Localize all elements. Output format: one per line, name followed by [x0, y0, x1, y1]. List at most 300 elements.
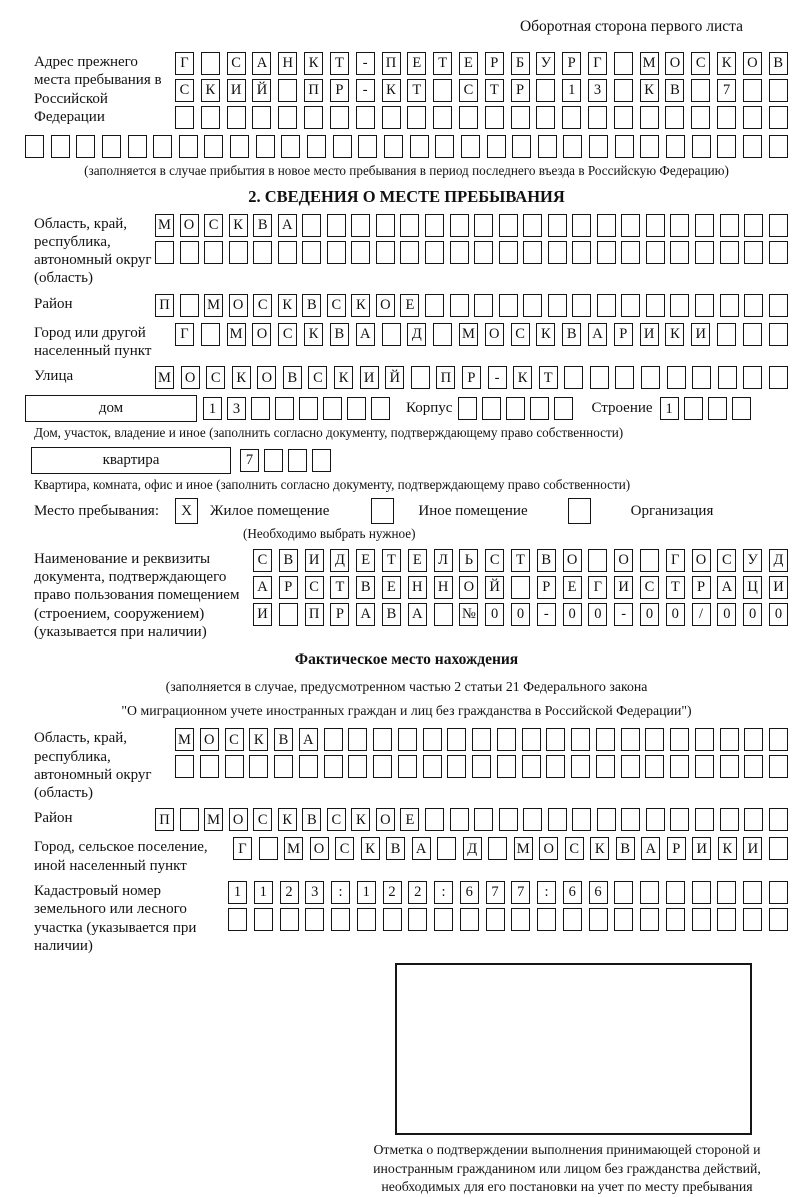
char-cell[interactable] [670, 808, 689, 831]
char-cell[interactable]: В [302, 808, 321, 831]
dwelling-checkbox[interactable]: X [175, 498, 198, 524]
char-cell[interactable] [718, 366, 737, 389]
char-cell[interactable] [744, 294, 763, 317]
char-cell[interactable] [400, 241, 419, 264]
other-premises-checkbox[interactable] [371, 498, 394, 524]
char-cell[interactable]: Д [407, 323, 426, 346]
char-cell[interactable]: Н [408, 576, 427, 599]
char-cell[interactable] [572, 241, 591, 264]
char-cell[interactable] [666, 908, 685, 931]
char-cell[interactable] [425, 241, 444, 264]
char-cell[interactable] [482, 397, 501, 420]
char-cell[interactable] [511, 908, 530, 931]
char-cell[interactable] [200, 755, 219, 778]
char-cell[interactable] [589, 908, 608, 931]
char-cell[interactable]: М [155, 214, 174, 237]
char-cell[interactable] [227, 106, 246, 129]
char-cell[interactable] [331, 908, 350, 931]
char-cell[interactable]: В [253, 214, 272, 237]
char-cell[interactable] [450, 808, 469, 831]
char-cell[interactable] [684, 397, 703, 420]
char-cell[interactable] [371, 397, 390, 420]
char-cell[interactable] [691, 106, 710, 129]
char-cell[interactable]: А [252, 52, 271, 75]
char-cell[interactable]: В [665, 79, 684, 102]
char-cell[interactable]: Д [769, 549, 788, 572]
char-cell[interactable]: С [253, 294, 272, 317]
char-cell[interactable] [384, 135, 403, 158]
char-cell[interactable] [458, 397, 477, 420]
char-cell[interactable] [323, 397, 342, 420]
char-cell[interactable] [563, 135, 582, 158]
char-cell[interactable]: П [155, 808, 174, 831]
char-cell[interactable]: П [436, 366, 455, 389]
char-cell[interactable] [769, 808, 788, 831]
char-cell[interactable]: Р [330, 603, 349, 626]
char-cell[interactable] [615, 366, 634, 389]
char-cell[interactable]: Г [588, 576, 607, 599]
char-cell[interactable] [180, 241, 199, 264]
char-cell[interactable] [228, 908, 247, 931]
char-cell[interactable]: Е [382, 576, 401, 599]
char-cell[interactable] [548, 294, 567, 317]
char-cell[interactable] [597, 294, 616, 317]
char-cell[interactable] [670, 241, 689, 264]
char-cell[interactable] [572, 808, 591, 831]
char-cell[interactable]: О [252, 323, 271, 346]
char-cell[interactable] [410, 135, 429, 158]
char-cell[interactable] [423, 755, 442, 778]
char-cell[interactable] [251, 397, 270, 420]
char-cell[interactable]: Г [175, 323, 194, 346]
char-cell[interactable] [571, 728, 590, 751]
char-cell[interactable] [695, 728, 714, 751]
char-cell[interactable]: Р [562, 52, 581, 75]
char-cell[interactable] [382, 323, 401, 346]
char-cell[interactable] [563, 908, 582, 931]
char-cell[interactable] [564, 366, 583, 389]
char-cell[interactable] [373, 728, 392, 751]
char-cell[interactable]: С [691, 52, 710, 75]
char-cell[interactable] [769, 908, 788, 931]
char-cell[interactable] [425, 808, 444, 831]
char-cell[interactable]: 0 [485, 603, 504, 626]
char-cell[interactable] [324, 755, 343, 778]
char-cell[interactable] [769, 79, 788, 102]
char-cell[interactable] [175, 106, 194, 129]
char-cell[interactable] [450, 241, 469, 264]
char-cell[interactable]: 7 [240, 449, 259, 472]
char-cell[interactable]: О [376, 294, 395, 317]
char-cell[interactable]: И [253, 603, 272, 626]
char-cell[interactable]: С [327, 808, 346, 831]
char-cell[interactable]: С [511, 323, 530, 346]
char-cell[interactable]: К [334, 366, 353, 389]
char-cell[interactable] [743, 323, 762, 346]
char-cell[interactable]: С [485, 549, 504, 572]
char-cell[interactable] [666, 135, 685, 158]
char-cell[interactable] [497, 728, 516, 751]
char-cell[interactable] [259, 837, 278, 860]
char-cell[interactable] [670, 728, 689, 751]
char-cell[interactable] [499, 808, 518, 831]
char-cell[interactable] [356, 106, 375, 129]
char-cell[interactable]: Е [400, 808, 419, 831]
char-cell[interactable]: С [308, 366, 327, 389]
char-cell[interactable]: М [459, 323, 478, 346]
char-cell[interactable]: Д [463, 837, 482, 860]
char-cell[interactable] [695, 755, 714, 778]
char-cell[interactable]: В [382, 603, 401, 626]
char-cell[interactable] [588, 106, 607, 129]
char-cell[interactable] [155, 241, 174, 264]
char-cell[interactable] [720, 214, 739, 237]
char-cell[interactable]: 1 [562, 79, 581, 102]
char-cell[interactable]: Г [233, 837, 252, 860]
char-cell[interactable]: М [640, 52, 659, 75]
char-cell[interactable] [324, 728, 343, 751]
char-cell[interactable]: С [175, 79, 194, 102]
char-cell[interactable]: - [488, 366, 507, 389]
char-cell[interactable]: И [305, 549, 324, 572]
char-cell[interactable]: О [563, 549, 582, 572]
char-cell[interactable] [433, 79, 452, 102]
char-cell[interactable] [670, 294, 689, 317]
char-cell[interactable] [461, 135, 480, 158]
char-cell[interactable] [511, 106, 530, 129]
char-cell[interactable] [280, 908, 299, 931]
char-cell[interactable]: М [175, 728, 194, 751]
char-cell[interactable]: Н [434, 576, 453, 599]
char-cell[interactable] [666, 881, 685, 904]
char-cell[interactable]: 2 [383, 881, 402, 904]
char-cell[interactable] [720, 294, 739, 317]
char-cell[interactable]: Р [537, 576, 556, 599]
char-cell[interactable] [522, 728, 541, 751]
char-cell[interactable]: В [330, 323, 349, 346]
char-cell[interactable] [201, 323, 220, 346]
char-cell[interactable]: К [590, 837, 609, 860]
char-cell[interactable]: Г [175, 52, 194, 75]
char-cell[interactable]: В [562, 323, 581, 346]
char-cell[interactable]: В [283, 366, 302, 389]
char-cell[interactable] [695, 241, 714, 264]
char-cell[interactable] [474, 241, 493, 264]
char-cell[interactable] [744, 728, 763, 751]
char-cell[interactable]: С [305, 576, 324, 599]
char-cell[interactable]: О [181, 366, 200, 389]
char-cell[interactable]: Е [356, 549, 375, 572]
char-cell[interactable] [717, 323, 736, 346]
char-cell[interactable] [201, 106, 220, 129]
char-cell[interactable]: К [640, 79, 659, 102]
char-cell[interactable] [299, 755, 318, 778]
char-cell[interactable] [640, 135, 659, 158]
char-cell[interactable] [299, 397, 318, 420]
char-cell[interactable] [351, 214, 370, 237]
char-cell[interactable] [512, 135, 531, 158]
char-cell[interactable] [536, 79, 555, 102]
char-cell[interactable]: 0 [666, 603, 685, 626]
char-cell[interactable] [447, 755, 466, 778]
char-cell[interactable] [692, 908, 711, 931]
char-cell[interactable]: И [614, 576, 633, 599]
char-cell[interactable] [743, 881, 762, 904]
char-cell[interactable] [646, 294, 665, 317]
char-cell[interactable]: К [304, 323, 323, 346]
char-cell[interactable] [274, 755, 293, 778]
char-cell[interactable] [596, 728, 615, 751]
char-cell[interactable] [646, 241, 665, 264]
char-cell[interactable] [732, 397, 751, 420]
char-cell[interactable]: : [537, 881, 556, 904]
char-cell[interactable]: А [641, 837, 660, 860]
char-cell[interactable]: Т [433, 52, 452, 75]
char-cell[interactable] [769, 135, 788, 158]
char-cell[interactable] [614, 79, 633, 102]
char-cell[interactable] [485, 106, 504, 129]
char-cell[interactable]: 1 [660, 397, 679, 420]
char-cell[interactable] [474, 294, 493, 317]
char-cell[interactable] [307, 135, 326, 158]
char-cell[interactable] [621, 294, 640, 317]
char-cell[interactable]: Р [462, 366, 481, 389]
char-cell[interactable]: И [227, 79, 246, 102]
char-cell[interactable] [179, 135, 198, 158]
char-cell[interactable]: С [640, 576, 659, 599]
char-cell[interactable] [572, 294, 591, 317]
char-cell[interactable] [51, 135, 70, 158]
char-cell[interactable]: 1 [254, 881, 273, 904]
char-cell[interactable] [621, 808, 640, 831]
char-cell[interactable]: С [335, 837, 354, 860]
char-cell[interactable] [695, 294, 714, 317]
char-cell[interactable] [640, 549, 659, 572]
char-cell[interactable] [744, 214, 763, 237]
char-cell[interactable] [499, 294, 518, 317]
char-cell[interactable] [102, 135, 121, 158]
char-cell[interactable]: А [253, 576, 272, 599]
char-cell[interactable]: Й [252, 79, 271, 102]
char-cell[interactable]: С [253, 549, 272, 572]
char-cell[interactable]: С [225, 728, 244, 751]
char-cell[interactable] [302, 214, 321, 237]
char-cell[interactable] [667, 366, 686, 389]
char-cell[interactable]: И [691, 323, 710, 346]
char-cell[interactable]: 2 [408, 881, 427, 904]
char-cell[interactable]: А [408, 603, 427, 626]
char-cell[interactable]: М [204, 294, 223, 317]
char-cell[interactable]: О [539, 837, 558, 860]
char-cell[interactable] [769, 881, 788, 904]
char-cell[interactable]: К [249, 728, 268, 751]
char-cell[interactable] [743, 908, 762, 931]
char-cell[interactable]: Т [407, 79, 426, 102]
char-cell[interactable] [708, 397, 727, 420]
char-cell[interactable] [523, 214, 542, 237]
char-cell[interactable]: 0 [743, 603, 762, 626]
char-cell[interactable] [180, 294, 199, 317]
char-cell[interactable] [692, 135, 711, 158]
char-cell[interactable]: Д [330, 549, 349, 572]
char-cell[interactable]: А [717, 576, 736, 599]
char-cell[interactable]: К [665, 323, 684, 346]
char-cell[interactable] [769, 366, 788, 389]
char-cell[interactable] [588, 549, 607, 572]
char-cell[interactable] [425, 214, 444, 237]
char-cell[interactable] [743, 106, 762, 129]
char-cell[interactable]: 0 [511, 603, 530, 626]
char-cell[interactable]: В [616, 837, 635, 860]
char-cell[interactable]: Т [511, 549, 530, 572]
char-cell[interactable] [180, 808, 199, 831]
char-cell[interactable] [376, 241, 395, 264]
char-cell[interactable] [744, 808, 763, 831]
char-cell[interactable]: О [180, 214, 199, 237]
char-cell[interactable] [523, 808, 542, 831]
char-cell[interactable] [720, 241, 739, 264]
char-cell[interactable] [769, 294, 788, 317]
char-cell[interactable] [278, 106, 297, 129]
char-cell[interactable] [522, 755, 541, 778]
char-cell[interactable]: Е [459, 52, 478, 75]
char-cell[interactable]: Е [400, 294, 419, 317]
char-cell[interactable] [357, 908, 376, 931]
char-cell[interactable] [589, 135, 608, 158]
char-cell[interactable] [720, 755, 739, 778]
char-cell[interactable] [474, 808, 493, 831]
char-cell[interactable] [554, 397, 573, 420]
char-cell[interactable]: К [513, 366, 532, 389]
char-cell[interactable] [488, 837, 507, 860]
char-cell[interactable] [204, 135, 223, 158]
char-cell[interactable] [720, 728, 739, 751]
char-cell[interactable] [717, 106, 736, 129]
char-cell[interactable] [695, 808, 714, 831]
char-cell[interactable]: Й [485, 576, 504, 599]
char-cell[interactable] [398, 755, 417, 778]
char-cell[interactable] [536, 106, 555, 129]
char-cell[interactable] [278, 79, 297, 102]
char-cell[interactable] [562, 106, 581, 129]
char-cell[interactable]: В [537, 549, 556, 572]
char-cell[interactable]: В [386, 837, 405, 860]
char-cell[interactable] [614, 52, 633, 75]
char-cell[interactable] [302, 241, 321, 264]
char-cell[interactable] [769, 241, 788, 264]
char-cell[interactable] [486, 908, 505, 931]
char-cell[interactable]: Е [408, 549, 427, 572]
char-cell[interactable]: - [356, 52, 375, 75]
char-cell[interactable]: 0 [563, 603, 582, 626]
char-cell[interactable] [511, 576, 530, 599]
char-cell[interactable] [646, 214, 665, 237]
char-cell[interactable] [530, 397, 549, 420]
char-cell[interactable]: Т [330, 576, 349, 599]
char-cell[interactable] [621, 241, 640, 264]
char-cell[interactable] [281, 135, 300, 158]
char-cell[interactable] [665, 106, 684, 129]
char-cell[interactable]: О [614, 549, 633, 572]
char-cell[interactable] [614, 106, 633, 129]
char-cell[interactable] [472, 755, 491, 778]
char-cell[interactable]: И [743, 837, 762, 860]
char-cell[interactable]: Г [588, 52, 607, 75]
char-cell[interactable] [691, 79, 710, 102]
char-cell[interactable]: / [692, 603, 711, 626]
char-cell[interactable] [670, 214, 689, 237]
char-cell[interactable]: 3 [305, 881, 324, 904]
char-cell[interactable]: И [692, 837, 711, 860]
char-cell[interactable] [571, 755, 590, 778]
char-cell[interactable]: С [204, 214, 223, 237]
char-cell[interactable] [253, 241, 272, 264]
char-cell[interactable] [645, 755, 664, 778]
char-cell[interactable] [769, 214, 788, 237]
char-cell[interactable] [523, 294, 542, 317]
char-cell[interactable] [506, 397, 525, 420]
char-cell[interactable] [572, 214, 591, 237]
char-cell[interactable] [376, 214, 395, 237]
char-cell[interactable]: О [257, 366, 276, 389]
char-cell[interactable] [305, 908, 324, 931]
char-cell[interactable] [546, 755, 565, 778]
char-cell[interactable]: Т [485, 79, 504, 102]
char-cell[interactable] [640, 881, 659, 904]
char-cell[interactable]: № [459, 603, 478, 626]
char-cell[interactable] [546, 728, 565, 751]
char-cell[interactable] [744, 755, 763, 778]
char-cell[interactable]: И [640, 323, 659, 346]
char-cell[interactable]: С [278, 323, 297, 346]
char-cell[interactable]: К [232, 366, 251, 389]
char-cell[interactable] [373, 755, 392, 778]
char-cell[interactable]: О [229, 294, 248, 317]
char-cell[interactable] [717, 881, 736, 904]
char-cell[interactable]: Б [511, 52, 530, 75]
char-cell[interactable] [288, 449, 307, 472]
char-cell[interactable]: П [155, 294, 174, 317]
char-cell[interactable]: Й [385, 366, 404, 389]
char-cell[interactable]: Л [434, 549, 453, 572]
char-cell[interactable]: С [459, 79, 478, 102]
char-cell[interactable]: 0 [769, 603, 788, 626]
char-cell[interactable] [769, 728, 788, 751]
char-cell[interactable] [614, 908, 633, 931]
char-cell[interactable] [640, 106, 659, 129]
char-cell[interactable]: К [717, 52, 736, 75]
char-cell[interactable]: 0 [717, 603, 736, 626]
char-cell[interactable] [348, 755, 367, 778]
char-cell[interactable]: П [305, 603, 324, 626]
char-cell[interactable]: К [361, 837, 380, 860]
char-cell[interactable]: М [284, 837, 303, 860]
char-cell[interactable]: О [229, 808, 248, 831]
char-cell[interactable] [383, 908, 402, 931]
char-cell[interactable]: С [717, 549, 736, 572]
char-cell[interactable]: Т [330, 52, 349, 75]
char-cell[interactable] [621, 755, 640, 778]
char-cell[interactable]: Ц [743, 576, 762, 599]
char-cell[interactable] [640, 908, 659, 931]
char-cell[interactable] [128, 135, 147, 158]
char-cell[interactable] [201, 52, 220, 75]
char-cell[interactable] [487, 135, 506, 158]
char-cell[interactable] [279, 603, 298, 626]
char-cell[interactable] [175, 755, 194, 778]
char-cell[interactable]: Е [407, 52, 426, 75]
char-cell[interactable] [717, 908, 736, 931]
